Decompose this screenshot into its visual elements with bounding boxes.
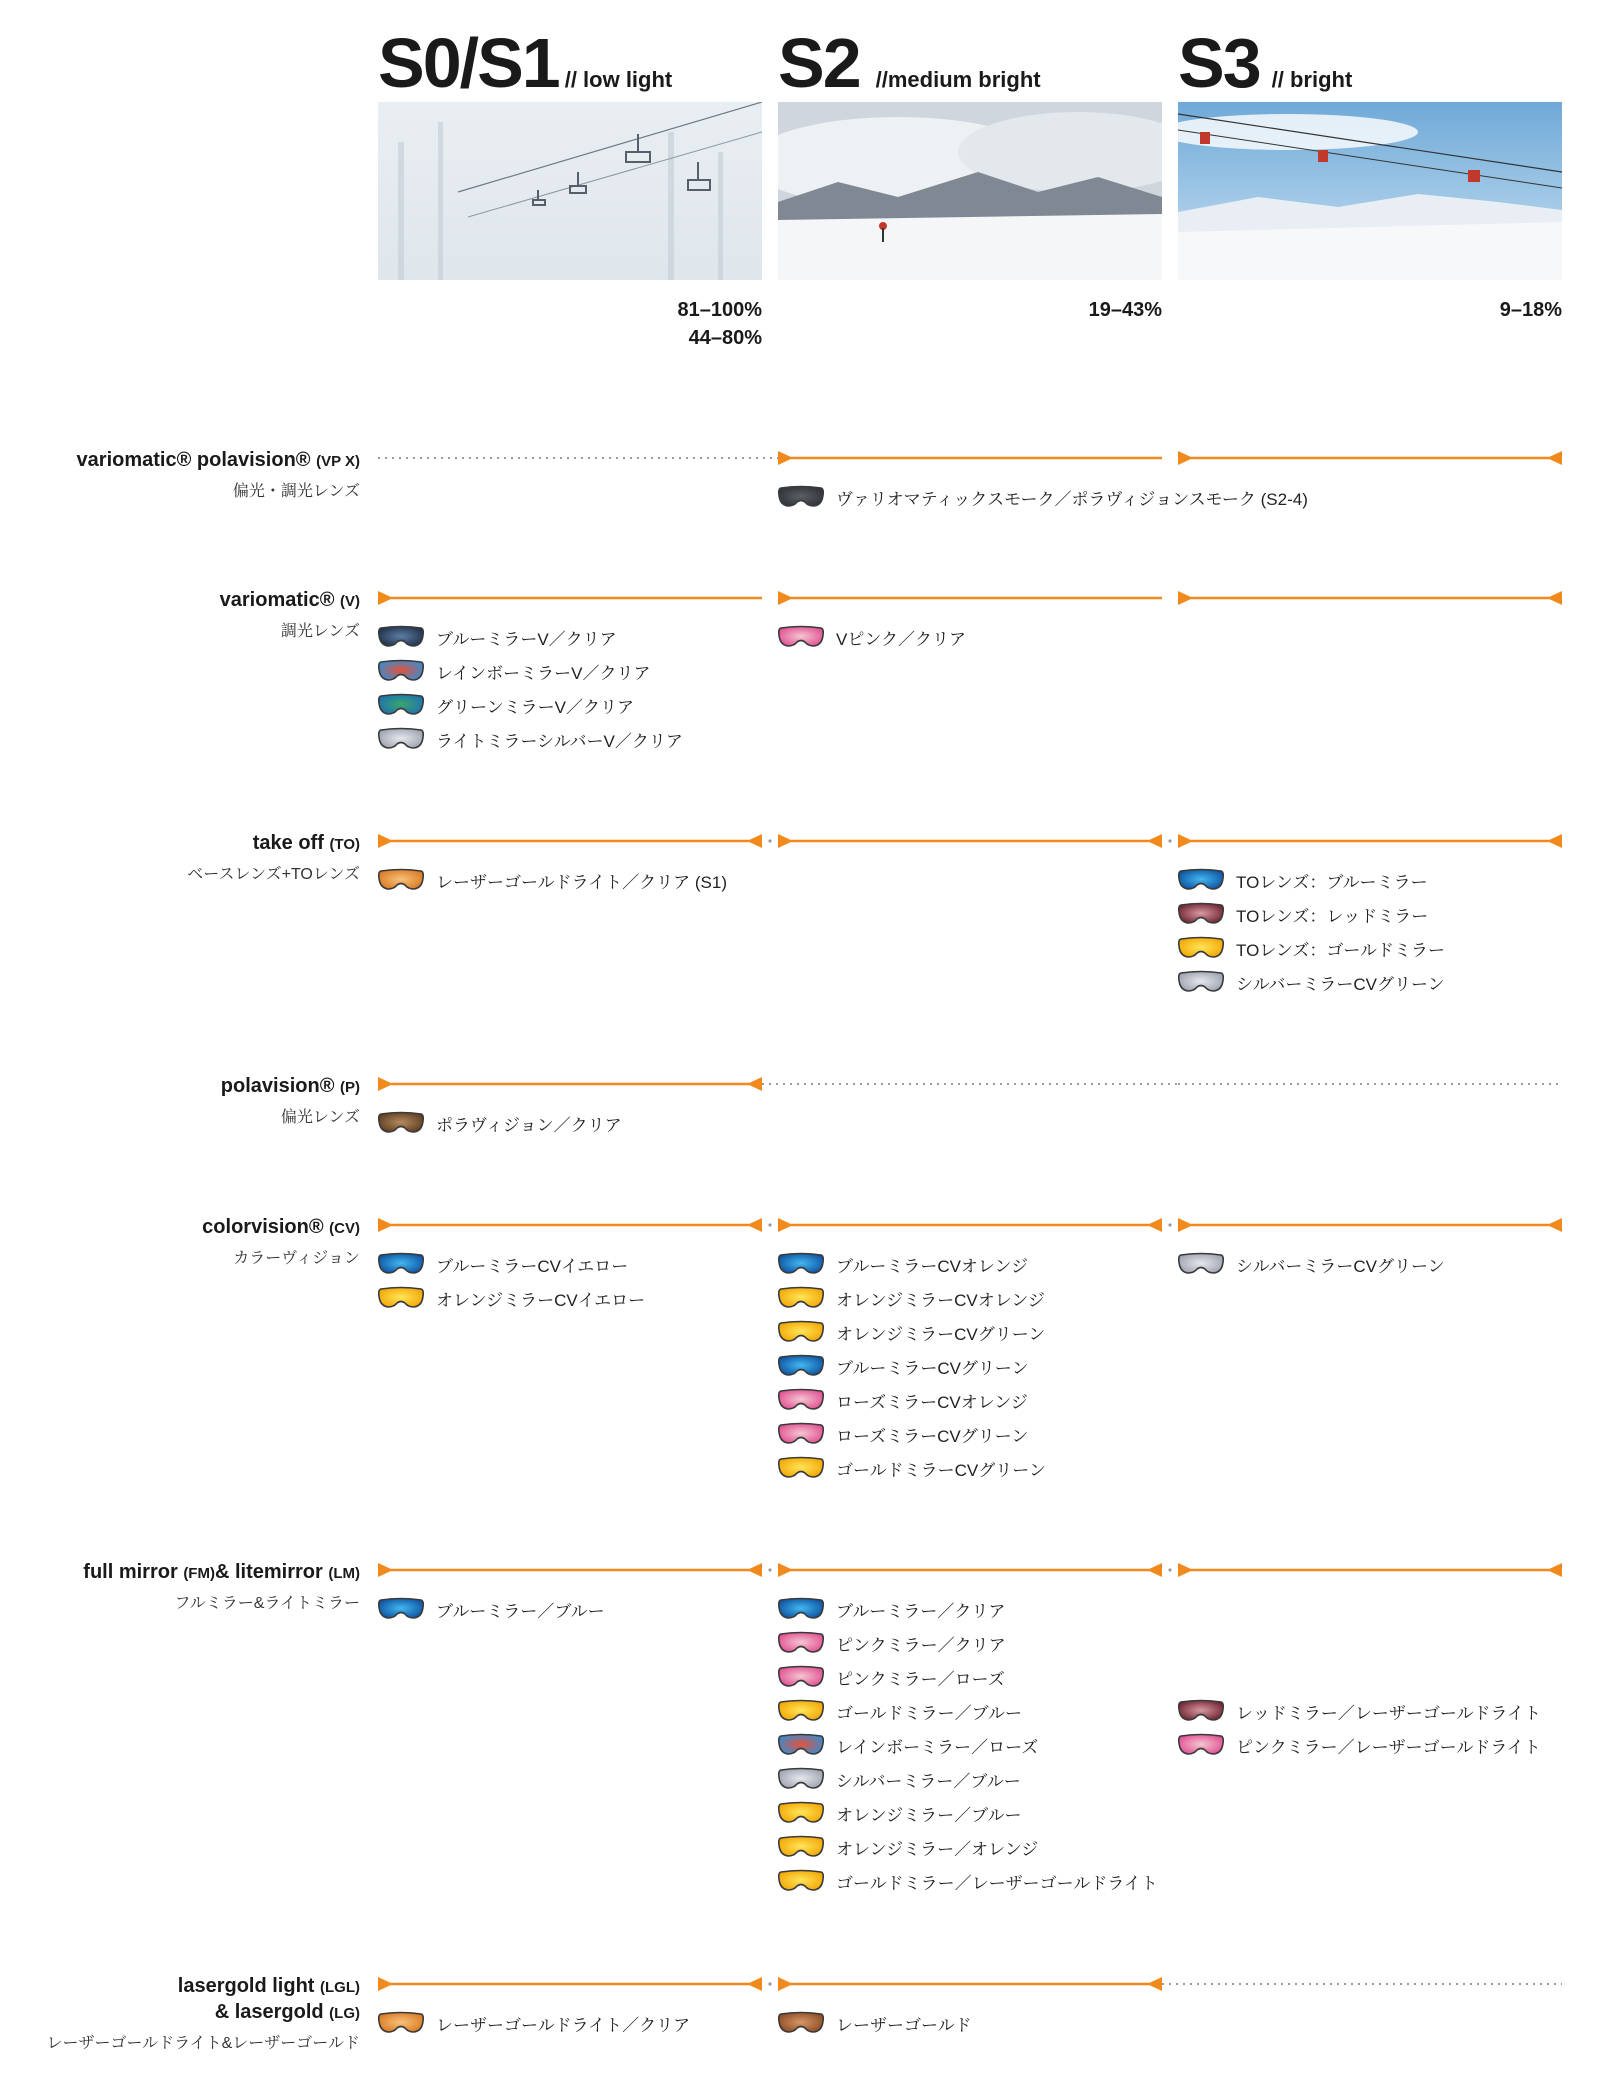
- lens-list-s0s1: [378, 1106, 758, 1140]
- goggle-lens-yellow: [778, 1699, 824, 1723]
- photo-foggy-chairlift: [378, 102, 762, 280]
- range-start-marker-1: [778, 1218, 793, 1232]
- lens-name: レッドミラー／レーザーゴールドライト: [1236, 1703, 1541, 1723]
- goggle-lens-darkblue: [378, 625, 424, 649]
- lens-swatch-icon: [778, 1354, 824, 1378]
- lens-swatch-icon: [378, 625, 424, 649]
- lens-swatch-icon: [778, 1631, 824, 1655]
- goggle-lens-yellow: [778, 1456, 824, 1480]
- range-end-marker-0: [747, 1218, 762, 1232]
- goggle-lens-pink: [778, 1665, 824, 1689]
- goggle-lens-blue: [378, 1252, 424, 1276]
- goggle-lens-pink: [778, 625, 824, 649]
- lens-swatch-icon: [778, 1456, 824, 1480]
- lens-swatch-icon: [778, 1252, 824, 1276]
- goggle-lens-blue: [378, 1597, 424, 1621]
- lens-item: [378, 2006, 758, 2040]
- category-s0s1-desc: // low light: [564, 67, 673, 92]
- range-track: [378, 588, 1562, 608]
- lens-list-s3: [1178, 1694, 1558, 1762]
- lens-name: シルバーミラーCVグリーン: [1236, 1256, 1445, 1276]
- range-track: [378, 1560, 1562, 1580]
- lens-name: TOレンズ：レッドミラー: [1236, 906, 1429, 926]
- lens-swatch-icon: [1178, 902, 1224, 926]
- lens-list-s2: [778, 2006, 1158, 2040]
- goggle-lens-silver: [1178, 1252, 1224, 1276]
- range-connector-dot-0: [768, 1982, 771, 1985]
- lens-swatch-icon: [778, 1388, 824, 1412]
- goggle-lens-green: [378, 693, 424, 717]
- section-subtitle: ベースレンズ+TOレンズ: [187, 866, 360, 883]
- lens-item: [1178, 897, 1558, 931]
- lens-list-s3: [1178, 863, 1558, 999]
- range-track: [378, 1215, 1562, 1235]
- lens-name: TOレンズ：ブルーミラー: [1236, 872, 1428, 892]
- lens-item: [378, 1592, 758, 1626]
- lens-item: [778, 620, 1158, 654]
- range-connector-dot-0: [768, 1223, 771, 1226]
- range-track: [378, 448, 1562, 468]
- range-end-marker-1: [1147, 1977, 1162, 1991]
- goggle-lens-blue: [778, 1354, 824, 1378]
- transmission-s3: [1178, 296, 1562, 324]
- lens-item: [778, 2006, 1158, 2040]
- lens-item: [778, 1315, 1158, 1349]
- lens-list-s0s1: [378, 2006, 758, 2040]
- lens-swatch-icon: [778, 1320, 824, 1344]
- range-start-marker-1: [778, 834, 793, 848]
- lens-list-s2: [778, 480, 1308, 514]
- range-end-marker-2: [1547, 1218, 1562, 1232]
- lens-item: [378, 863, 758, 897]
- range-end-marker-1: [1147, 1218, 1162, 1232]
- lens-list-s0s1: [378, 1247, 758, 1315]
- lens-name: ライトミラーシルバーV／クリア: [436, 731, 683, 751]
- section-title: variomatic® polavision® (VP X): [76, 449, 360, 471]
- goggle-lens-silver: [778, 1767, 824, 1791]
- range-end-marker-0: [747, 834, 762, 848]
- lens-name: ブルーミラー／ブルー: [436, 1601, 605, 1621]
- lens-item: [778, 480, 1308, 514]
- goggle-lens-yellow: [778, 1320, 824, 1344]
- goggle-lens-yellow: [778, 1286, 824, 1310]
- lens-item: [778, 1626, 1158, 1660]
- lens-item: [778, 1660, 1158, 1694]
- lens-name: オレンジミラーCVグリーン: [836, 1324, 1046, 1344]
- section-subtitle: 偏光・調光レンズ: [232, 483, 360, 500]
- lens-name: Vピンク／クリア: [836, 629, 966, 649]
- transmission-s0s1: [378, 296, 762, 352]
- lens-name: ローズミラーCVグリーン: [836, 1426, 1029, 1446]
- goggle-lens-brown: [378, 1111, 424, 1135]
- section-subtitle: 調光レンズ: [280, 623, 360, 640]
- lens-item: [778, 1830, 1158, 1864]
- range-end-marker-2: [1547, 451, 1562, 465]
- lens-name: ブルーミラーV／クリア: [436, 629, 617, 649]
- lens-swatch-icon: [378, 1286, 424, 1310]
- goggle-lens-yellow: [778, 1835, 824, 1859]
- transmission-s3-value: 9–18%: [1499, 299, 1562, 321]
- range-connector-dot-0: [768, 1568, 771, 1571]
- lens-name: ピンクミラー／レーザーゴールドライト: [1236, 1737, 1541, 1757]
- lens-item: [778, 1281, 1158, 1315]
- lens-swatch-icon: [378, 1111, 424, 1135]
- lens-list-s3: [1178, 1247, 1558, 1281]
- lens-name: ブルーミラー／クリア: [836, 1601, 1006, 1621]
- lens-name: ブルーミラーCVイエロー: [436, 1256, 629, 1276]
- lens-swatch-icon: [778, 485, 824, 509]
- range-start-marker-1: [778, 591, 793, 605]
- range-end-marker-1: [1147, 1563, 1162, 1577]
- lens-name: オレンジミラーCVイエロー: [436, 1290, 646, 1310]
- range-start-marker-1: [778, 1563, 793, 1577]
- lens-swatch-icon: [1178, 868, 1224, 892]
- lens-name: レーザーゴールドライト／クリア: [436, 2015, 691, 2035]
- goggle-lens-yellow: [778, 1869, 824, 1893]
- lens-item: [378, 688, 758, 722]
- section-title: full mirror (FM)& litemirror (LM): [83, 1561, 360, 1583]
- range-start-marker-2: [1178, 451, 1193, 465]
- range-connector-dot-0: [768, 839, 771, 842]
- section-subtitle: フルミラー&ライトミラー: [174, 1595, 360, 1612]
- section-title: variomatic® (V): [219, 589, 360, 611]
- goggle-lens-red: [1178, 1699, 1224, 1723]
- lens-name: ピンクミラー／ローズ: [836, 1669, 1005, 1689]
- range-connector-dot-1: [1168, 1568, 1171, 1571]
- lens-item: [1178, 1247, 1558, 1281]
- lens-item: [778, 1762, 1158, 1796]
- lens-swatch-icon: [378, 659, 424, 683]
- goggle-lens-pink: [778, 1422, 824, 1446]
- goggle-lens-blue: [1178, 868, 1224, 892]
- lens-swatch-icon: [1178, 1733, 1224, 1757]
- lens-item: [378, 1247, 758, 1281]
- lens-name: オレンジミラー／オレンジ: [836, 1839, 1039, 1859]
- category-s2-desc: //medium bright: [875, 67, 1041, 92]
- lens-list-s2: [778, 1592, 1158, 1898]
- photo-cloudy-slope: [778, 102, 1162, 280]
- lens-item: [1178, 1728, 1558, 1762]
- lens-swatch-icon: [778, 1835, 824, 1859]
- lens-swatch-icon: [1178, 936, 1224, 960]
- lens-item: [778, 1349, 1158, 1383]
- lens-list-s2: [778, 620, 1158, 654]
- range-start-marker-0: [378, 1563, 393, 1577]
- range-end-marker-2: [1547, 1563, 1562, 1577]
- goggle-lens-orange: [378, 2011, 424, 2035]
- lens-name: オレンジミラーCVオレンジ: [836, 1290, 1045, 1310]
- range-end-marker-0: [747, 1563, 762, 1577]
- column-header-s3: [1178, 24, 1353, 102]
- lens-swatch-icon: [778, 1665, 824, 1689]
- lens-swatch-icon: [378, 868, 424, 892]
- lens-swatch-icon: [1178, 1699, 1224, 1723]
- lens-swatch-icon: [778, 1733, 824, 1757]
- goggle-lens-orange: [378, 868, 424, 892]
- goggle-lens-pink: [1178, 1733, 1224, 1757]
- range-connector-dot-1: [1168, 1223, 1171, 1226]
- lens-name: ヴァリオマティックスモーク／ポラヴィジョンスモーク (S2-4): [836, 489, 1308, 509]
- lens-item: [778, 1796, 1158, 1830]
- lens-name: TOレンズ：ゴールドミラー: [1236, 940, 1446, 960]
- lens-list-s2: [778, 1247, 1158, 1485]
- lens-swatch-icon: [378, 693, 424, 717]
- transmission-s2-value: 19–43%: [1088, 299, 1162, 321]
- lens-name: レインボーミラーV／クリア: [436, 663, 651, 683]
- lens-name: シルバーミラーCVグリーン: [1236, 974, 1445, 994]
- range-connector-dot-1: [1168, 839, 1171, 842]
- range-start-marker-0: [378, 591, 393, 605]
- lens-name: ゴールドミラー／レーザーゴールドライト: [836, 1873, 1158, 1893]
- goggle-lens-blue: [778, 1252, 824, 1276]
- range-start-marker-1: [778, 451, 793, 465]
- lens-name: レインボーミラー／ローズ: [836, 1737, 1039, 1757]
- goggle-lens-yellow: [378, 1286, 424, 1310]
- range-start-marker-0: [378, 1218, 393, 1232]
- goggle-lens-yellow: [778, 1801, 824, 1825]
- lens-name: ゴールドミラー／ブルー: [836, 1703, 1022, 1723]
- category-s3-desc: // bright: [1271, 67, 1353, 92]
- lens-name: レーザーゴールドライト／クリア (S1): [436, 872, 727, 892]
- lens-swatch-icon: [778, 1597, 824, 1621]
- lens-name: オレンジミラー／ブルー: [836, 1805, 1022, 1825]
- lens-name: シルバーミラー／ブルー: [836, 1771, 1021, 1791]
- lens-swatch-icon: [778, 1699, 824, 1723]
- range-track: [378, 831, 1562, 851]
- goggle-lens-copper: [778, 2011, 824, 2035]
- lens-item: [1178, 863, 1558, 897]
- lens-name: ローズミラーCVオレンジ: [836, 1392, 1028, 1412]
- lens-item: [778, 1417, 1158, 1451]
- goggle-lens-silver: [378, 727, 424, 751]
- lens-swatch-icon: [778, 2011, 824, 2035]
- range-end-marker-1: [1147, 834, 1162, 848]
- goggle-lens-pink: [778, 1631, 824, 1655]
- lens-swatch-icon: [1178, 1252, 1224, 1276]
- lens-swatch-icon: [778, 1801, 824, 1825]
- section-subtitle: 偏光レンズ: [280, 1109, 360, 1126]
- category-s2-label: S2: [778, 24, 860, 102]
- photo-sunny-chairlift: [1178, 102, 1562, 280]
- range-start-marker-0: [378, 834, 393, 848]
- lens-name: ポラヴィジョン／クリア: [436, 1115, 622, 1135]
- lens-name: ブルーミラーCVグリーン: [836, 1358, 1029, 1378]
- column-header-s2: [778, 24, 1041, 102]
- range-start-marker-0: [378, 1977, 393, 1991]
- lens-swatch-icon: [378, 1597, 424, 1621]
- lens-item: [378, 654, 758, 688]
- range-end-marker-0: [747, 1977, 762, 1991]
- goggle-lens-rainbow: [778, 1733, 824, 1757]
- lens-swatch-icon: [378, 1252, 424, 1276]
- goggle-lens-pink: [778, 1388, 824, 1412]
- goggle-lens-yellow: [1178, 936, 1224, 960]
- section-title: colorvision® (CV): [202, 1216, 360, 1238]
- lens-item: [378, 1106, 758, 1140]
- lens-item: [778, 1592, 1158, 1626]
- range-start-marker-2: [1178, 591, 1193, 605]
- goggle-lens-blue: [778, 1597, 824, 1621]
- transmission-s2: [778, 296, 1162, 324]
- range-start-marker-0: [378, 1077, 393, 1091]
- range-start-marker-1: [778, 1977, 793, 1991]
- goggle-lens-red: [1178, 902, 1224, 926]
- lens-item: [778, 1864, 1158, 1898]
- lens-swatch-icon: [778, 625, 824, 649]
- lens-name: ピンクミラー／クリア: [836, 1635, 1006, 1655]
- range-end-marker-2: [1547, 591, 1562, 605]
- lens-item: [378, 722, 758, 756]
- lens-item: [1178, 931, 1558, 965]
- transmission-s0s1-line2: 44–80%: [688, 327, 762, 349]
- category-s3-label: S3: [1178, 24, 1260, 102]
- lens-swatch-icon: [378, 727, 424, 751]
- category-s0s1-label: S0/S1: [378, 24, 559, 102]
- range-start-marker-2: [1178, 1218, 1193, 1232]
- range-track: [378, 1974, 1562, 1994]
- lens-item: [378, 1281, 758, 1315]
- lens-item: [778, 1694, 1158, 1728]
- goggle-lens-rainbow: [378, 659, 424, 683]
- section-title: polavision® (P): [220, 1075, 360, 1097]
- goggle-lens-smoke: [778, 485, 824, 509]
- lens-swatch-icon: [778, 1422, 824, 1446]
- lens-name: ゴールドミラーCVグリーン: [836, 1460, 1046, 1480]
- section-subtitle: レーザーゴールドライト&レーザーゴールド: [46, 2035, 360, 2052]
- section-subtitle: カラーヴィジョン: [233, 1250, 360, 1267]
- lens-name: グリーンミラーV／クリア: [436, 697, 634, 717]
- range-end-marker-0: [747, 1077, 762, 1091]
- section-title: lasergold light (LGL): [177, 1975, 360, 1997]
- section-title: take off (TO): [252, 832, 360, 854]
- lens-item: [778, 1451, 1158, 1485]
- lens-swatch-icon: [778, 1767, 824, 1791]
- lens-name: ブルーミラーCVオレンジ: [836, 1256, 1029, 1276]
- column-header-s0s1: [378, 24, 673, 102]
- lens-item: [778, 1247, 1158, 1281]
- lens-item: [1178, 965, 1558, 999]
- lens-list-s0s1: [378, 620, 758, 756]
- lens-item: [1178, 1694, 1558, 1728]
- lens-swatch-icon: [778, 1869, 824, 1893]
- range-start-marker-2: [1178, 834, 1193, 848]
- lens-list-s0s1: [378, 1592, 758, 1626]
- lens-item: [778, 1728, 1158, 1762]
- range-end-marker-2: [1547, 834, 1562, 848]
- lens-name: レーザーゴールド: [836, 2015, 972, 2035]
- lens-item: [778, 1383, 1158, 1417]
- lens-swatch-icon: [1178, 970, 1224, 994]
- range-start-marker-2: [1178, 1563, 1193, 1577]
- lens-swatch-icon: [378, 2011, 424, 2035]
- goggle-lens-silver: [1178, 970, 1224, 994]
- lens-item: [378, 620, 758, 654]
- transmission-s0s1-line1: 81–100%: [677, 299, 762, 321]
- range-track: [378, 1074, 1562, 1094]
- lens-list-s0s1: [378, 863, 758, 897]
- section-title-line2: & lasergold (LG): [214, 2001, 360, 2023]
- lens-swatch-icon: [778, 1286, 824, 1310]
